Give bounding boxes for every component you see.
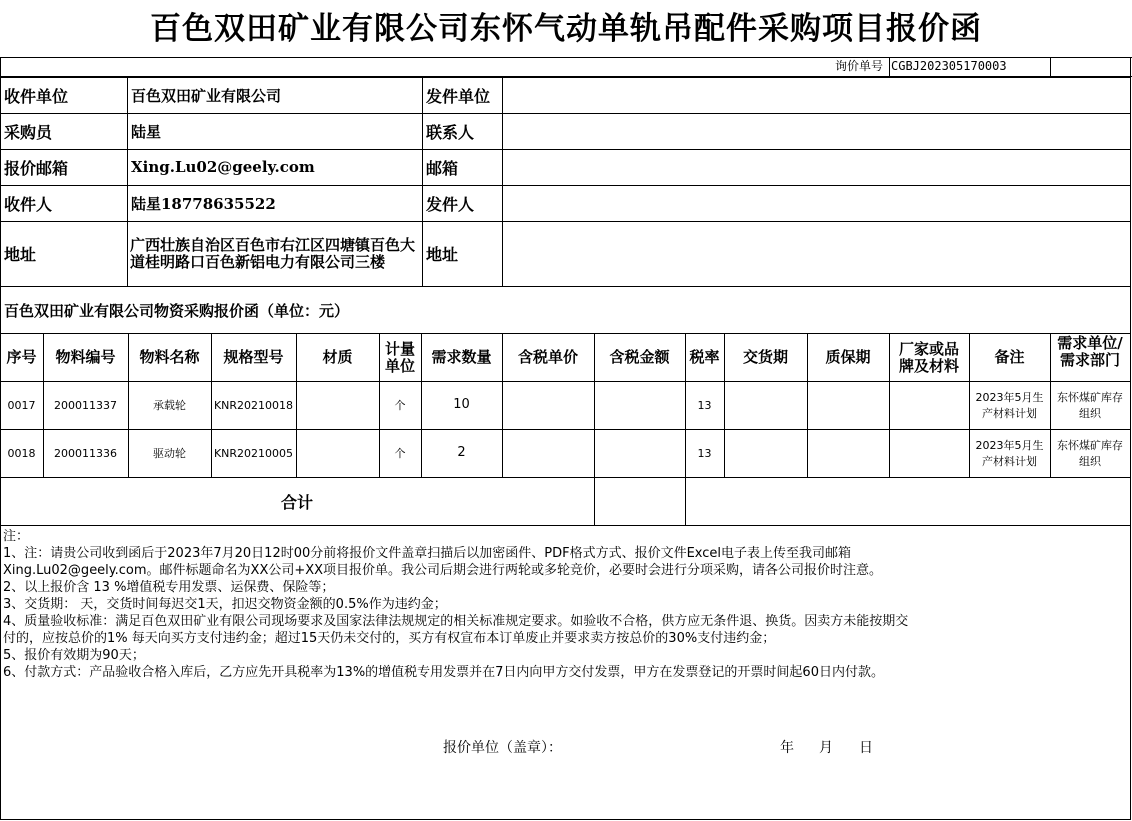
table-row-1-name: 承载轮	[153, 398, 186, 412]
th-remark: 备注	[994, 348, 1025, 366]
table-row-1-delivery[interactable]	[724, 382, 807, 429]
th-unit: 计量单位	[384, 339, 415, 375]
recipient-value: 陆星18778635522	[131, 194, 276, 213]
table-row-1-remark: 2023年5月生产材料计划	[975, 390, 1044, 420]
table-row-1-tax: 13	[697, 398, 712, 412]
sender-value[interactable]	[502, 185, 1130, 221]
table-row-2-unit: 个	[394, 446, 406, 460]
buyer-value: 陆星	[131, 122, 162, 141]
email2-label: 邮箱	[426, 158, 459, 178]
section-title: 百色双田矿业有限公司物资采购报价函（单位：元）	[4, 301, 350, 320]
recipient-label: 收件人	[4, 194, 53, 214]
th-spec: 规格型号	[223, 348, 284, 366]
email-label: 报价邮箱	[4, 158, 69, 178]
grid-line	[0, 57, 1132, 58]
note-1: 1、注：请贵公司收到函后于2023年7月20日12时00分前将报价文件盖章扫描后以加密函件、PDF格式方式、报价文件Excel电子表上传至我司邮箱	[3, 546, 852, 561]
table-row-2-spec: KNR20210005	[213, 446, 294, 460]
grid-line	[0, 525, 1131, 526]
inquiry-label: 询价单号	[835, 59, 884, 73]
table-row-1-amount[interactable]	[594, 382, 685, 429]
table-row-1-warranty[interactable]	[807, 382, 889, 429]
note-7: 5、报价有效期为90天；	[3, 648, 145, 663]
table-row-2-brand[interactable]	[889, 430, 969, 477]
table-row-1-qty: 10	[453, 397, 470, 412]
buyer-label: 采购员	[4, 122, 53, 142]
th-qty: 需求数量	[431, 348, 492, 366]
table-row-2-delivery[interactable]	[724, 430, 807, 477]
th-dept: 需求单位/需求部门	[1057, 334, 1123, 369]
notes-block	[3, 528, 1129, 681]
table-row-2-warranty[interactable]	[807, 430, 889, 477]
th-material: 材质	[322, 348, 353, 366]
total-label: 合计	[280, 493, 313, 512]
note-6: 付的，应按总价的1% 每天向买方支付违约金；超过15天仍未交付的，买方有权宣布本订单废止并要求卖方按总价的30%支付违约金；	[3, 631, 776, 646]
grid-line	[1130, 57, 1131, 820]
th-brand: 厂家或品牌及材料	[898, 339, 959, 375]
send-unit-value[interactable]	[502, 77, 1130, 113]
table-row-2-remark: 2023年5月生产材料计划	[975, 438, 1044, 468]
table-row-2-dept: 东怀煤矿库存组织	[1057, 438, 1123, 468]
table-row-1-seq: 0017	[7, 398, 36, 412]
th-amount: 含税金额	[609, 348, 670, 366]
contact-label: 联系人	[426, 122, 475, 142]
grid-line	[889, 57, 890, 76]
grid-line	[1050, 57, 1051, 76]
sender-label: 发件人	[426, 194, 475, 214]
note-8: 6、付款方式：产品验收合格入库后，乙方应先开具税率为13%的增值税专用发票并在7日内向甲方交付发票，甲方在发票登记的开票时间起60日内付款。	[3, 665, 884, 680]
th-code: 物料编号	[55, 348, 116, 366]
email2-value[interactable]	[502, 149, 1130, 185]
note-5: 4、质量验收标准：满足百色双田矿业有限公司现场要求及国家法律法规规定的相关标准规定要求。如验收不合格，供方应无条件退、换货。因卖方未能按期交	[3, 614, 909, 629]
th-name: 物料名称	[139, 348, 200, 366]
table-row-2-price[interactable]	[502, 430, 594, 477]
addr-label: 地址	[4, 245, 37, 264]
th-seq: 序号	[6, 348, 37, 366]
note-0: 注：	[3, 529, 30, 544]
table-row-1-code: 200011337	[54, 398, 117, 412]
sign-label: 报价单位（盖章）：	[443, 740, 562, 756]
addr-value: 广西壮族自治区百色市右江区四塘镇百色大道桂明路口百色新铝电力有限公司三楼	[130, 235, 416, 271]
sign-day: 日	[859, 740, 873, 756]
note-2: Xing.Lu02@geely.com。邮件标题命名为XX公司+XX项目报价单。我公司后期会进行两轮或多轮竞价，必要时会进行分项采购，请各公司报价时注意。	[3, 563, 883, 578]
sign-year: 年	[780, 740, 794, 756]
page-title: 百色双田矿业有限公司东怀气动单轨吊配件采购项目报价函	[150, 11, 982, 47]
table-row-2-material[interactable]	[296, 430, 379, 477]
inquiry-number: CGBJ202305170003	[891, 59, 1007, 73]
th-warranty: 质保期	[825, 348, 871, 366]
contact-value[interactable]	[502, 113, 1130, 149]
table-row-1-price[interactable]	[502, 382, 594, 429]
table-row-2-name: 驱动轮	[153, 446, 186, 460]
addr2-label: 地址	[426, 245, 459, 264]
recv-unit-label: 收件单位	[4, 86, 69, 106]
email-value: Xing.Lu02@geely.com	[131, 158, 315, 176]
th-delivery: 交货期	[742, 348, 788, 366]
table-row-1-spec: KNR20210018	[213, 398, 294, 412]
th-tax: 税率	[689, 348, 720, 366]
send-unit-label: 发件单位	[426, 86, 491, 106]
addr2-value[interactable]	[502, 221, 1130, 286]
recv-unit-value: 百色双田矿业有限公司	[131, 86, 282, 105]
th-price: 含税单价	[517, 348, 578, 366]
total-amount[interactable]	[594, 478, 685, 525]
total-rest	[685, 478, 1130, 525]
table-row-2-tax: 13	[697, 446, 712, 460]
table-row-1-brand[interactable]	[889, 382, 969, 429]
grid-line	[0, 819, 1131, 820]
table-row-1-dept: 东怀煤矿库存组织	[1057, 390, 1123, 420]
sign-month: 月	[819, 740, 833, 756]
note-4: 3、交货期： 天，交货时间每迟交1天，扣迟交物资金额的0.5%作为违约金；	[3, 597, 447, 612]
note-3: 2、以上报价含 13 %增值税专用发票、运保费、保险等；	[3, 580, 335, 595]
table-row-2-amount[interactable]	[594, 430, 685, 477]
table-row-1-material[interactable]	[296, 382, 379, 429]
table-row-2-code: 200011336	[54, 446, 117, 460]
table-row-1-unit: 个	[394, 398, 406, 412]
table-row-2-qty: 2	[457, 445, 466, 460]
table-row-2-seq: 0018	[7, 446, 36, 460]
